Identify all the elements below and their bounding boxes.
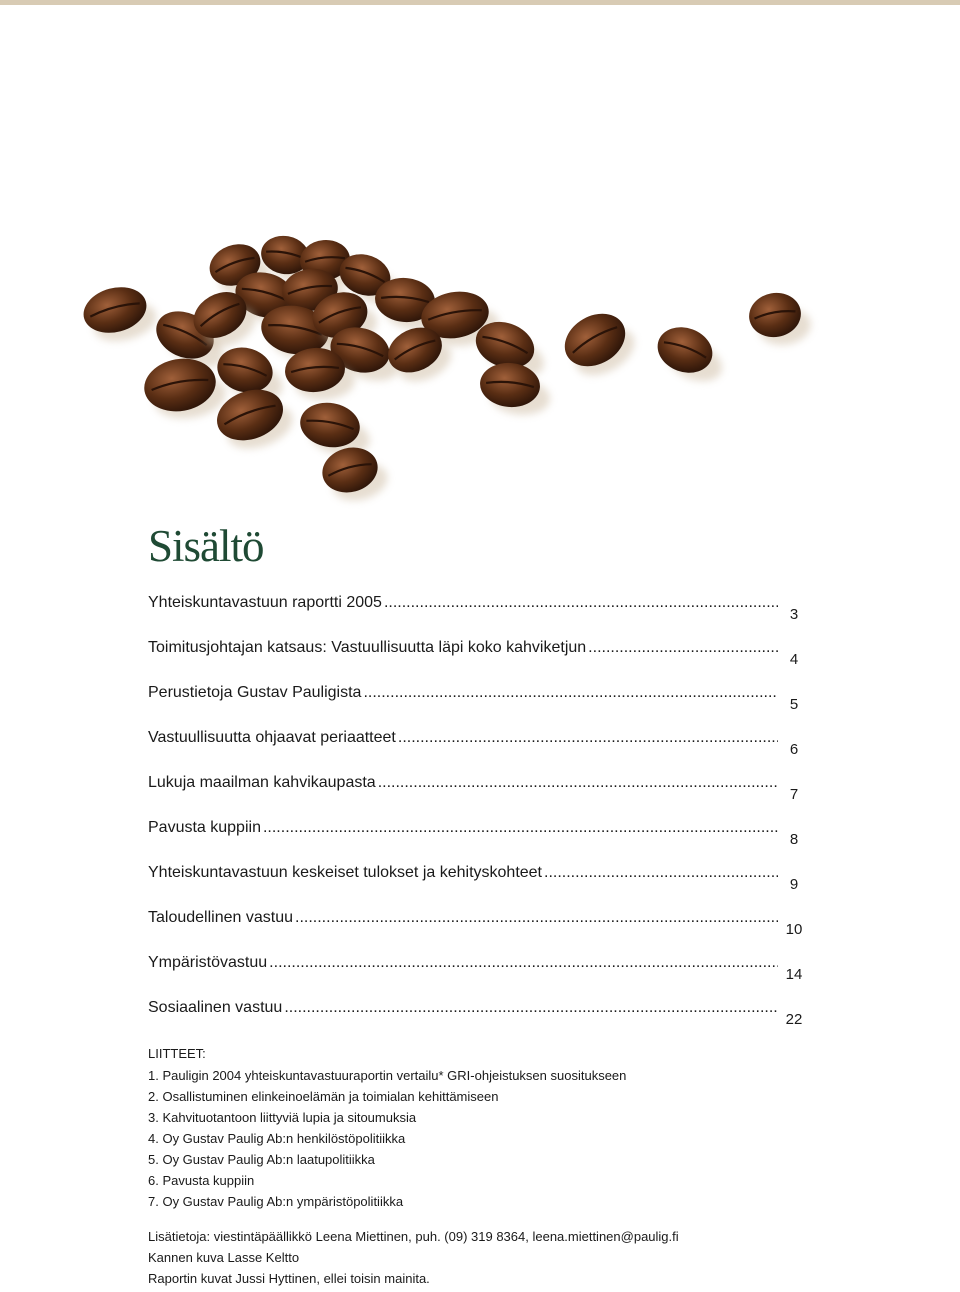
toc-page-number: 5 bbox=[789, 696, 799, 713]
coffee-beans-image bbox=[60, 220, 860, 550]
toc-row[interactable] bbox=[148, 592, 838, 637]
appendix-item: 3. Kahvituotantoon liittyviä lupia ja sitoumuksia bbox=[148, 1110, 417, 1125]
toc-label: Yhteiskuntavastuun raportti 2005 ..... bbox=[148, 594, 778, 612]
toc-page-number: 8 bbox=[789, 831, 799, 848]
toc-page-number: 4 bbox=[789, 651, 799, 668]
toc-page-number: 9 bbox=[789, 876, 799, 893]
toc-row[interactable] bbox=[148, 952, 838, 997]
toc-label: Perustietoja Gustav Pauligista ..... bbox=[148, 684, 778, 702]
cover-photo-credit: Kannen kuva Lasse Keltto bbox=[148, 1250, 300, 1265]
toc-page-number: 7 bbox=[789, 786, 799, 803]
toc-row[interactable] bbox=[148, 817, 838, 862]
toc-label: Vastuullisuutta ohjaavat periaatteet ..... bbox=[148, 729, 778, 747]
toc-page-number: 14 bbox=[785, 966, 803, 983]
toc-label: Lukuja maailman kahvikaupasta ..... bbox=[148, 774, 778, 792]
toc-row[interactable] bbox=[148, 637, 838, 682]
report-photo-credit: Raportin kuvat Jussi Hyttinen, ellei toisin mainita. bbox=[148, 1271, 430, 1286]
toc-row[interactable] bbox=[148, 907, 838, 952]
table-of-contents bbox=[148, 592, 838, 1042]
appendix-item: 2. Osallistuminen elinkeinoelämän ja toimialan kehittämiseen bbox=[148, 1089, 499, 1104]
toc-page-number: 3 bbox=[789, 606, 799, 623]
top-rule bbox=[0, 0, 960, 5]
footer-credits bbox=[148, 1229, 808, 1292]
toc-row[interactable] bbox=[148, 772, 838, 817]
appendix-item: 5. Oy Gustav Paulig Ab:n laatupolitiikka bbox=[148, 1152, 375, 1167]
toc-row[interactable] bbox=[148, 997, 838, 1042]
appendix-item: 7. Oy Gustav Paulig Ab:n ympäristöpolitiikka bbox=[148, 1194, 404, 1209]
appendix-item: 1. Pauligin 2004 yhteiskuntavastuuraportin vertailu* GRI-ohjeistuksen suositukseen bbox=[148, 1068, 627, 1083]
appendix-item: 6. Pavusta kuppiin bbox=[148, 1173, 255, 1188]
toc-label: Ympäristövastuu ..... bbox=[148, 954, 778, 972]
toc-row[interactable] bbox=[148, 682, 838, 727]
appendix-item: 4. Oy Gustav Paulig Ab:n henkilöstöpolitiikka bbox=[148, 1131, 406, 1146]
toc-label: Sosiaalinen vastuu ..... bbox=[148, 999, 778, 1017]
page-title: Sisältö bbox=[148, 521, 264, 571]
toc-label: Taloudellinen vastuu ..... bbox=[148, 909, 778, 927]
toc-page-number: 22 bbox=[785, 1011, 803, 1028]
toc-row[interactable] bbox=[148, 727, 838, 772]
contact-info: Lisätietoja: viestintäpäällikkö Leena Miettinen, puh. (09) 319 8364, leena.miettinen@paulig.fi bbox=[148, 1229, 679, 1244]
appendix-heading: LIITTEET: bbox=[148, 1046, 206, 1061]
toc-label: Pavusta kuppiin ..... bbox=[148, 819, 778, 837]
toc-label: Yhteiskuntavastuun keskeiset tulokset ja kehityskohteet ..... bbox=[148, 864, 778, 882]
appendix-list bbox=[148, 1046, 808, 1215]
toc-row[interactable] bbox=[148, 862, 838, 907]
toc-page-number: 6 bbox=[789, 741, 799, 758]
toc-page-number: 10 bbox=[785, 921, 803, 938]
toc-label: Toimitusjohtajan katsaus: Vastuullisuutta läpi koko kahviketjun ..... bbox=[148, 639, 778, 657]
